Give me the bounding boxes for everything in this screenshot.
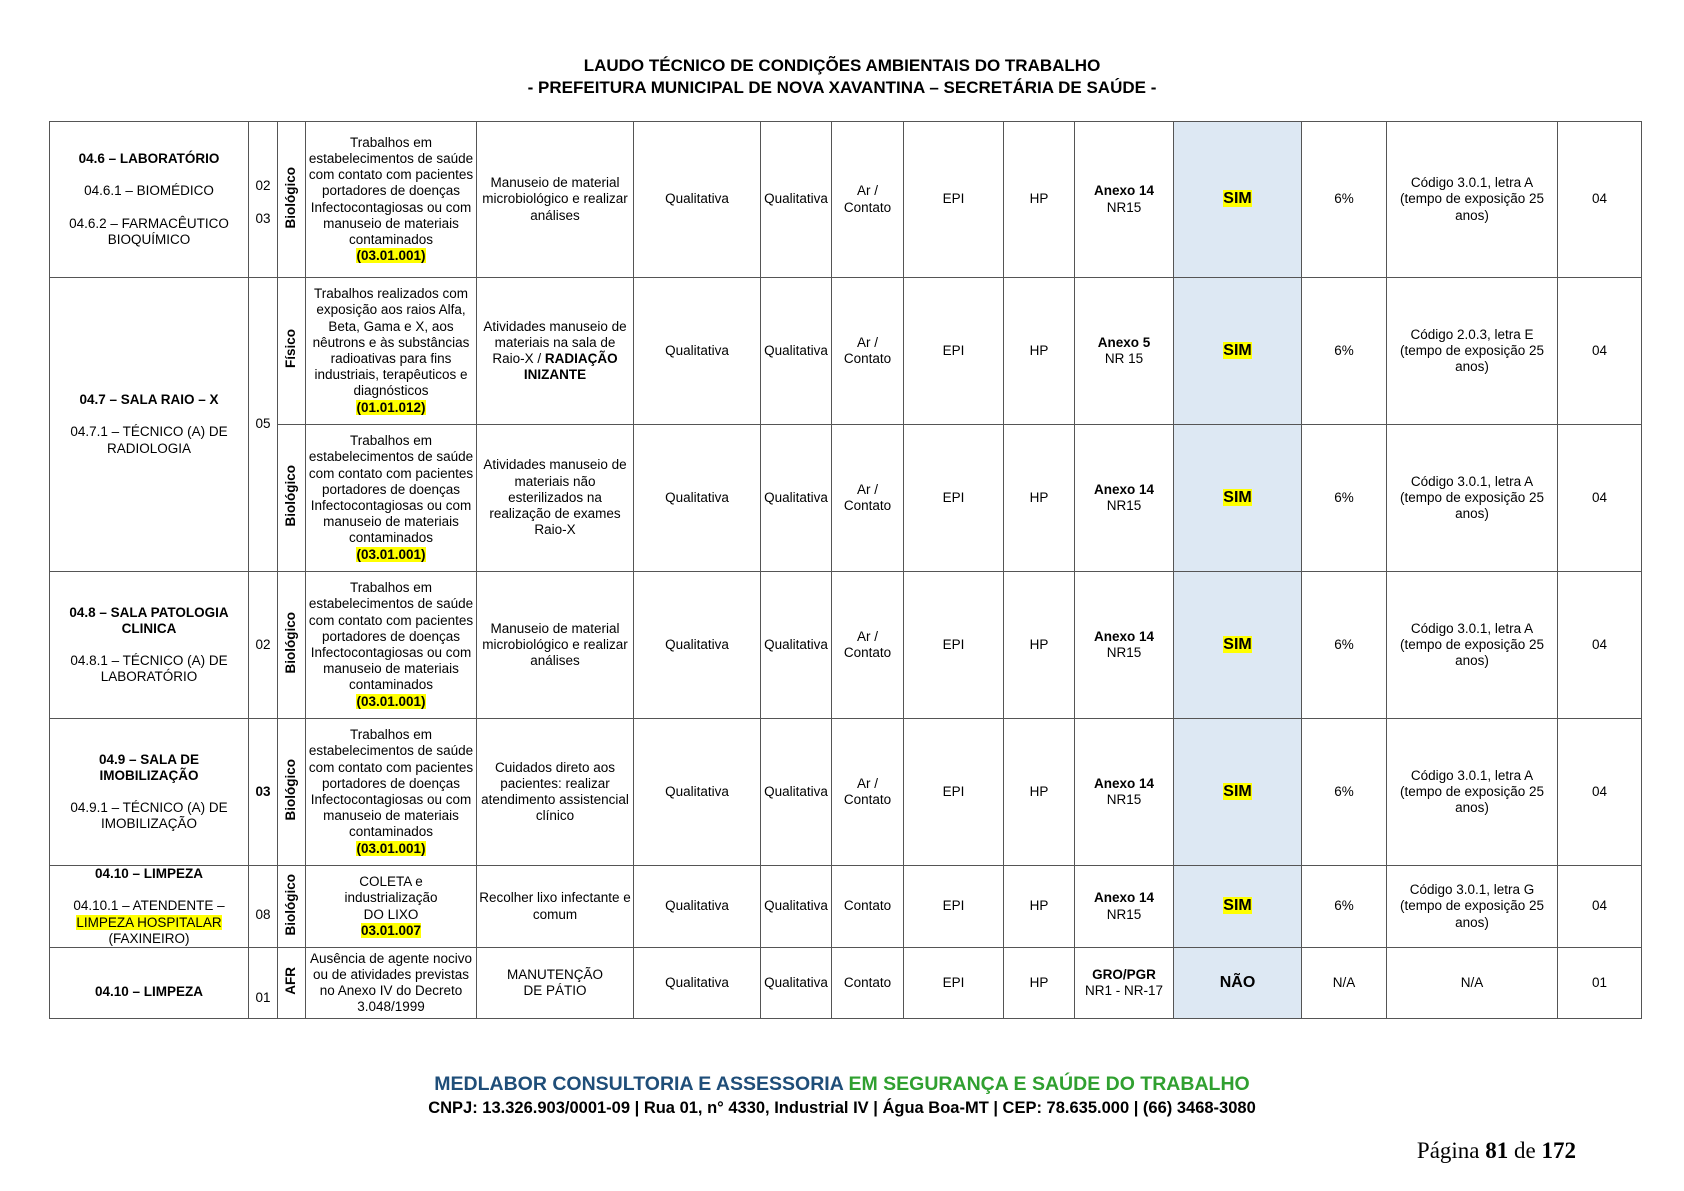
job-title: 04.6.2 – FARMACÊUTICO BIOQUÍMICO	[69, 215, 229, 247]
sector-cell	[50, 948, 249, 1019]
evaluation-cell: Qualitativa	[634, 866, 761, 948]
job-title: 04.10.1 – ATENDENTE – LIMPEZA HOSPITALAR (FAXINEIRO)	[73, 898, 225, 946]
quantity-cell: 03	[249, 719, 278, 866]
percent-cell: 6%	[1302, 122, 1387, 278]
evaluation-cell: Qualitativa	[761, 122, 832, 278]
last-cell: 04	[1558, 278, 1642, 425]
header-subtitle: - PREFEITURA MUNICIPAL DE NOVA XAVANTINA – SECRETÁRIA DE SAÚDE -	[527, 78, 1157, 97]
agent-desc-cell: COLETA e industrialização DO LIXO 03.01.007	[306, 866, 477, 948]
agent-desc-cell: Trabalhos em estabelecimentos de saúde com contato com pacientes portadores de doenças Infectocontagiosas ou com manuseio de materiais contaminados (03.01.001)	[306, 719, 477, 866]
route-cell: Ar / Contato	[832, 572, 904, 719]
epi-cell: EPI	[904, 122, 1004, 278]
sector-cell	[50, 122, 249, 278]
percent-cell: 6%	[1302, 866, 1387, 948]
job-title: 04.8.1 – TÉCNICO (A) DE LABORATÓRIO	[70, 653, 228, 685]
agent-type-cell	[278, 425, 306, 572]
last-cell: 04	[1558, 572, 1642, 719]
agent-code: (01.01.012)	[356, 399, 426, 415]
agent-desc-cell: Trabalhos realizados com exposição aos raios Alfa, Beta, Gama e X, aos nêutrons e às substâncias radioativas para fins industriais, terapêuticos e diagnósticos (01.01.012)	[306, 278, 477, 425]
evaluation-cell: Qualitativa	[761, 425, 832, 572]
table-row	[50, 425, 1642, 572]
header-title: LAUDO TÉCNICO DE CONDIÇÕES AMBIENTAIS DO TRABALHO	[583, 56, 1101, 75]
quantity-cell: 05	[249, 278, 278, 572]
insalubrity-cell: SIM	[1174, 866, 1302, 948]
risk-table	[49, 121, 1642, 1019]
hp-cell: HP	[1004, 572, 1075, 719]
route-cell: Ar / Contato	[832, 122, 904, 278]
hp-cell: HP	[1004, 948, 1075, 1019]
hp-cell: HP	[1004, 719, 1075, 866]
sector-title: 04.7 – SALA RAIO – X	[79, 392, 219, 408]
activity-cell: Manuseio de material microbiológico e realizar análises	[477, 122, 634, 278]
code-cell: N/A	[1387, 948, 1558, 1019]
agent-type-cell	[278, 278, 306, 425]
table-row	[50, 866, 1642, 948]
table-row	[50, 948, 1642, 1019]
agent-type-cell	[278, 866, 306, 948]
route-cell: Contato	[832, 948, 904, 1019]
sector-cell	[50, 866, 249, 948]
percent-cell: N/A	[1302, 948, 1387, 1019]
footer-company-tagline: EM SEGURANÇA E SAÚDE DO TRABALHO	[848, 1073, 1250, 1095]
code-cell: Código 3.0.1, letra G (tempo de exposição 25 anos)	[1387, 866, 1558, 948]
agent-type-cell	[278, 948, 306, 1019]
agent-desc-cell: Trabalhos em estabelecimentos de saúde com contato com pacientes portadores de doenças Infectocontagiosas ou com manuseio de materiais contaminados (03.01.001)	[306, 572, 477, 719]
norm-cell: Anexo 14 NR15	[1075, 122, 1174, 278]
agent-type: AFR	[283, 967, 299, 995]
code-cell: Código 3.0.1, letra A (tempo de exposição 25 anos)	[1387, 425, 1558, 572]
route-cell: Ar / Contato	[832, 425, 904, 572]
agent-code: 03.01.007	[360, 922, 422, 938]
hp-cell: HP	[1004, 866, 1075, 948]
sector-title: 04.6 – LABORATÓRIO	[78, 151, 220, 167]
percent-cell: 6%	[1302, 572, 1387, 719]
route-cell: Ar / Contato	[832, 719, 904, 866]
norm-cell: Anexo 14 NR15	[1075, 425, 1174, 572]
sector-title: 04.9 – SALA DE IMOBILIZAÇÃO	[98, 751, 200, 783]
evaluation-cell: Qualitativa	[634, 278, 761, 425]
norm-cell: GRO/PGR NR1 - NR-17	[1075, 948, 1174, 1019]
table-row	[50, 719, 1642, 866]
route-cell: Contato	[832, 866, 904, 948]
page-number: Página 81 de 172	[1416, 1138, 1576, 1163]
footer-address: CNPJ: 13.326.903/0001-09 | Rua 01, n° 4330, Industrial IV | Água Boa-MT | CEP: 78.635.000 | (66) 3468-3080	[428, 1099, 1256, 1117]
norm-cell: Anexo 14 NR15	[1075, 719, 1174, 866]
quantity-cell: 08	[249, 866, 278, 948]
sector-cell	[50, 719, 249, 866]
agent-type: Biológico	[283, 759, 299, 821]
evaluation-cell: Qualitativa	[761, 948, 832, 1019]
insalubrity-cell: SIM	[1174, 425, 1302, 572]
norm-cell: Anexo 14 NR15	[1075, 572, 1174, 719]
agent-type: Físico	[283, 329, 299, 369]
epi-cell: EPI	[904, 948, 1004, 1019]
hp-cell: HP	[1004, 278, 1075, 425]
table-row	[50, 572, 1642, 719]
agent-type: Biológico	[283, 465, 299, 527]
evaluation-cell: Qualitativa	[634, 425, 761, 572]
code-cell: Código 3.0.1, letra A (tempo de exposição 25 anos)	[1387, 719, 1558, 866]
sector-title: 04.8 – SALA PATOLOGIA CLINICA	[69, 604, 229, 636]
table-row	[50, 278, 1642, 425]
job-title: 04.6.1 – BIOMÉDICO	[84, 183, 214, 199]
epi-cell: EPI	[904, 866, 1004, 948]
insalubrity-cell: SIM	[1174, 122, 1302, 278]
quantity-cell: 02 03	[249, 122, 278, 278]
evaluation-cell: Qualitativa	[761, 572, 832, 719]
evaluation-cell: Qualitativa	[761, 866, 832, 948]
table-row	[50, 122, 1642, 278]
activity-cell: Atividades manuseio de materiais na sala de Raio-X / RADIAÇÃO INIZANTE	[477, 278, 634, 425]
agent-desc-cell: Trabalhos em estabelecimentos de saúde com contato com pacientes portadores de doenças Infectocontagiosas ou com manuseio de materiais contaminados (03.01.001)	[306, 425, 477, 572]
agent-code: (03.01.001)	[356, 248, 426, 264]
epi-cell: EPI	[904, 572, 1004, 719]
agent-type: Biológico	[283, 873, 299, 936]
insalubrity-cell: SIM	[1174, 278, 1302, 425]
evaluation-cell: Qualitativa	[761, 719, 832, 866]
job-title: 04.9.1 – TÉCNICO (A) DE IMOBILIZAÇÃO	[70, 800, 228, 832]
evaluation-cell: Qualitativa	[634, 948, 761, 1019]
agent-code: (03.01.001)	[356, 693, 426, 709]
evaluation-cell: Qualitativa	[761, 278, 832, 425]
agent-type: Biológico	[283, 612, 299, 674]
agent-code: (03.01.001)	[356, 840, 426, 856]
quantity-cell: 01	[249, 948, 278, 1019]
agent-desc-cell: Trabalhos em estabelecimentos de saúde com contato com pacientes portadores de doenças Infectocontagiosas ou com manuseio de materiais contaminados (03.01.001)	[306, 122, 477, 278]
document-header	[0, 55, 1684, 99]
code-cell: Código 3.0.1, letra A (tempo de exposição 25 anos)	[1387, 572, 1558, 719]
evaluation-cell: Qualitativa	[634, 572, 761, 719]
activity-cell: Atividades manuseio de materiais não esterilizados na realização de exames Raio-X	[477, 425, 634, 572]
job-title: 04.7.1 – TÉCNICO (A) DE RADIOLOGIA	[70, 424, 228, 456]
epi-cell: EPI	[904, 278, 1004, 425]
last-cell: 04	[1558, 719, 1642, 866]
activity-cell: Recolher lixo infectante e comum	[477, 866, 634, 948]
footer-company-name: MEDLABOR CONSULTORIA E ASSESSORIA	[434, 1073, 844, 1095]
insalubrity-cell: SIM	[1174, 572, 1302, 719]
hp-cell: HP	[1004, 122, 1075, 278]
agent-type-cell	[278, 122, 306, 278]
activity-cell: Manuseio de material microbiológico e realizar análises	[477, 572, 634, 719]
agent-desc-cell: Ausência de agente nocivo ou de atividades previstas no Anexo IV do Decreto 3.048/1999	[306, 948, 477, 1019]
sector-cell	[50, 278, 249, 572]
activity-cell: Cuidados direto aos pacientes: realizar atendimento assistencial clínico	[477, 719, 634, 866]
norm-cell: Anexo 14 NR15	[1075, 866, 1174, 948]
last-cell: 04	[1558, 122, 1642, 278]
sector-title: 04.10 – LIMPEZA	[94, 983, 204, 999]
hp-cell: HP	[1004, 425, 1075, 572]
epi-cell: EPI	[904, 719, 1004, 866]
last-cell: 04	[1558, 425, 1642, 572]
insalubrity-cell: NÃO	[1174, 948, 1302, 1019]
norm-cell: Anexo 5 NR 15	[1075, 278, 1174, 425]
route-cell: Ar / Contato	[832, 278, 904, 425]
footer-company	[0, 1073, 1684, 1096]
quantity-cell: 02	[249, 572, 278, 719]
agent-code: (03.01.001)	[356, 546, 426, 562]
last-cell: 04	[1558, 866, 1642, 948]
agent-type: Biológico	[283, 166, 299, 229]
agent-type-cell	[278, 719, 306, 866]
sector-cell	[50, 572, 249, 719]
activity-cell: MANUTENÇÃO DE PÁTIO	[477, 948, 634, 1019]
insalubrity-cell: SIM	[1174, 719, 1302, 866]
code-cell: Código 2.0.3, letra E (tempo de exposição 25 anos)	[1387, 278, 1558, 425]
agent-type-cell	[278, 572, 306, 719]
percent-cell: 6%	[1302, 425, 1387, 572]
evaluation-cell: Qualitativa	[634, 719, 761, 866]
percent-cell: 6%	[1302, 278, 1387, 425]
code-cell: Código 3.0.1, letra A (tempo de exposição 25 anos)	[1387, 122, 1558, 278]
last-cell: 01	[1558, 948, 1642, 1019]
evaluation-cell: Qualitativa	[634, 122, 761, 278]
epi-cell: EPI	[904, 425, 1004, 572]
percent-cell: 6%	[1302, 719, 1387, 866]
sector-title: 04.10 – LIMPEZA	[94, 866, 204, 882]
